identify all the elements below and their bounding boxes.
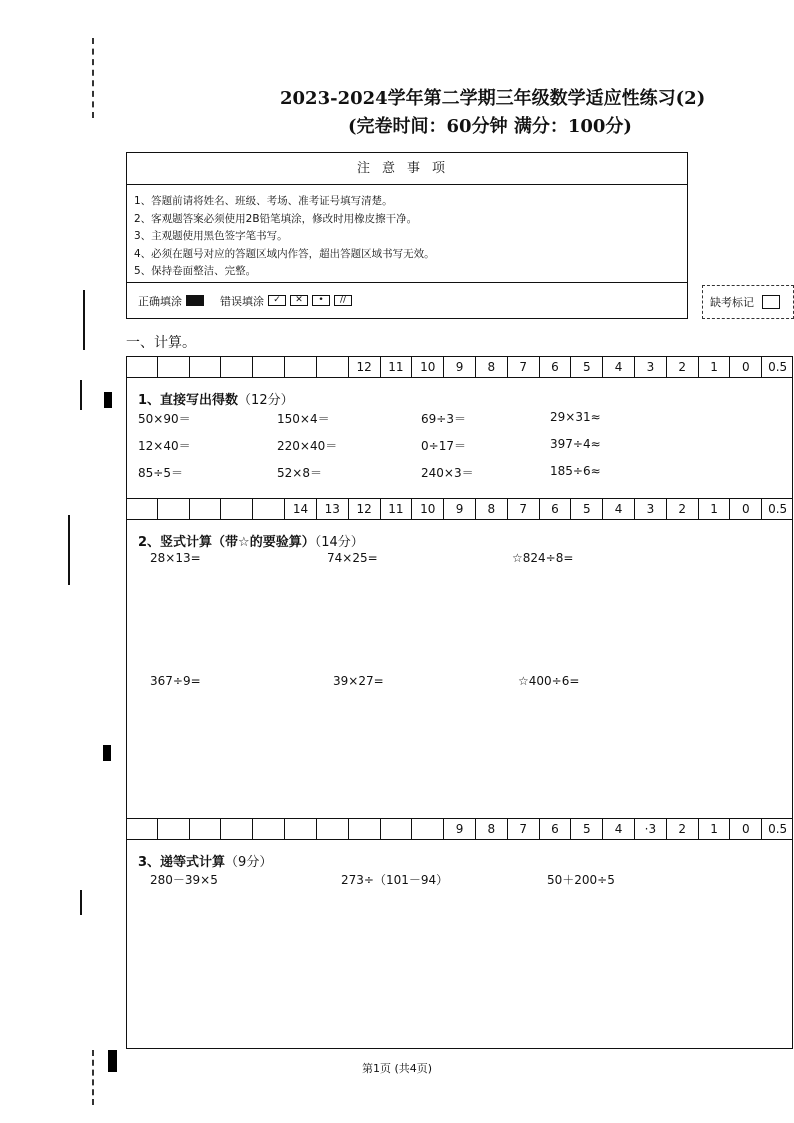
- page-title: 2023-2024学年第二学期三年级数学适应性练习(2): [280, 88, 706, 109]
- score-row-3: [126, 818, 793, 840]
- score-cell[interactable]: 8: [475, 357, 507, 377]
- score-cell[interactable]: [189, 499, 221, 519]
- score-cell[interactable]: [126, 819, 157, 839]
- score-cell[interactable]: [284, 819, 316, 839]
- score-cell[interactable]: 0: [729, 357, 761, 377]
- notice-box: [126, 152, 688, 319]
- score-cell[interactable]: [252, 499, 284, 519]
- q1-item: 185÷6≈: [550, 464, 601, 478]
- score-cell[interactable]: [157, 819, 189, 839]
- score-cell[interactable]: 14: [284, 499, 316, 519]
- score-cell[interactable]: 5: [570, 819, 602, 839]
- score-cell[interactable]: [348, 819, 380, 839]
- q3-points: （9分）: [225, 855, 273, 870]
- score-cell[interactable]: [316, 357, 348, 377]
- score-cell[interactable]: 6: [539, 819, 571, 839]
- score-cell[interactable]: 3: [634, 357, 666, 377]
- cross-mark-icon: ✕: [290, 295, 308, 306]
- q2-item: ☆824÷8=: [512, 551, 574, 565]
- notice-item: 3、主观题使用黑色签字笔书写。: [134, 230, 288, 242]
- q2-points: （14分）: [314, 535, 364, 550]
- score-cell[interactable]: 11: [380, 357, 412, 377]
- margin-mark: [80, 380, 82, 410]
- q2-item: 39×27=: [333, 674, 384, 688]
- score-cell[interactable]: 4: [602, 499, 634, 519]
- page-subtitle: (完卷时间：60分钟 满分：100分): [348, 116, 632, 137]
- score-cell[interactable]: 13: [316, 499, 348, 519]
- timing-mark: [104, 392, 112, 408]
- q1-item: 397÷4≈: [550, 437, 601, 451]
- score-cell[interactable]: 0: [729, 499, 761, 519]
- score-cell[interactable]: 1: [698, 499, 730, 519]
- q3-item: 50＋200÷5: [547, 873, 615, 887]
- score-cell[interactable]: 8: [475, 819, 507, 839]
- score-cell[interactable]: [284, 357, 316, 377]
- score-cell[interactable]: [316, 819, 348, 839]
- score-cell[interactable]: [126, 357, 157, 377]
- score-cell[interactable]: 1: [698, 819, 730, 839]
- score-row-1: [126, 356, 793, 378]
- q1-item: 50×90＝: [138, 412, 191, 426]
- absent-label: 缺考标记: [710, 296, 754, 309]
- score-cell[interactable]: 0.5: [761, 499, 793, 519]
- q1-title: [138, 389, 294, 408]
- q3-item: 280－39×5: [150, 873, 218, 887]
- score-cell[interactable]: 8: [475, 499, 507, 519]
- q1-item: 52×8＝: [277, 466, 322, 480]
- margin-mark: [83, 290, 85, 350]
- notice-item: 2、客观题答案必须使用2B铅笔填涂，修改时用橡皮擦干净。: [134, 212, 418, 225]
- score-cell[interactable]: [380, 819, 412, 839]
- score-cell[interactable]: 2: [666, 357, 698, 377]
- score-cell[interactable]: 3: [634, 499, 666, 519]
- score-cell[interactable]: ·3: [634, 819, 666, 839]
- score-cell[interactable]: 2: [666, 499, 698, 519]
- absent-checkbox[interactable]: [762, 295, 780, 309]
- q2-item: 74×25=: [327, 551, 378, 565]
- score-cell[interactable]: 7: [507, 357, 539, 377]
- margin-mark: [80, 890, 82, 915]
- q1-item: 29×31≈: [550, 410, 601, 424]
- dot-mark-icon: •: [312, 295, 330, 306]
- wrong-fill-label: 错误填涂: [220, 294, 264, 308]
- score-cell[interactable]: 7: [507, 819, 539, 839]
- score-cell[interactable]: 0: [729, 819, 761, 839]
- score-cell[interactable]: 6: [539, 499, 571, 519]
- notice-item: 1、答题前请将姓名、班级、考场、准考证号填写清楚。: [134, 195, 393, 207]
- binding-line-bottom: [92, 1050, 94, 1105]
- score-cell[interactable]: [220, 819, 252, 839]
- score-cell[interactable]: 9: [443, 819, 475, 839]
- score-cell[interactable]: 5: [570, 357, 602, 377]
- score-cell[interactable]: [411, 819, 443, 839]
- notice-list: [127, 185, 687, 281]
- q2-item: ☆400÷6=: [518, 674, 580, 688]
- score-cell[interactable]: 6: [539, 357, 571, 377]
- q1-item: 85÷5＝: [138, 466, 183, 480]
- q1-item: 220×40＝: [277, 439, 338, 453]
- score-cell[interactable]: 4: [602, 357, 634, 377]
- timing-mark: [103, 745, 111, 761]
- score-cell[interactable]: [157, 499, 189, 519]
- section-title: 一、计算。: [126, 335, 196, 351]
- q3-title-text: 3、递等式计算: [138, 855, 226, 870]
- score-cell[interactable]: [252, 357, 284, 377]
- q1-item: 240×3＝: [421, 466, 474, 480]
- score-row-2: [126, 498, 793, 520]
- page-number: 第1页 (共4页): [361, 1062, 433, 1075]
- q1-item: 12×40＝: [138, 439, 191, 453]
- absent-mark-area: [702, 285, 794, 319]
- q2-item: 28×13=: [150, 551, 201, 565]
- q1-item: 150×4＝: [277, 412, 330, 426]
- score-cell[interactable]: 12: [348, 357, 380, 377]
- score-cell[interactable]: 12: [348, 499, 380, 519]
- q3-title: [138, 851, 272, 870]
- check-mark-icon: ✓: [268, 295, 286, 306]
- q1-points: （12分）: [238, 393, 294, 408]
- score-cell[interactable]: 10: [411, 357, 443, 377]
- q1-item: 69÷3＝: [421, 412, 466, 426]
- notice-item: 5、保持卷面整洁、完整。: [134, 265, 257, 277]
- q2-item: 367÷9=: [150, 674, 201, 688]
- q1-title-text: 1、直接写出得数: [138, 393, 239, 408]
- notice-heading: 注意事项: [127, 153, 687, 185]
- q2-title: [138, 531, 364, 550]
- q3-item: 273÷（101－94）: [341, 873, 449, 887]
- score-cell[interactable]: 4: [602, 819, 634, 839]
- score-cell[interactable]: 5: [570, 499, 602, 519]
- q2-title-text: 2、竖式计算（带☆的要验算）: [138, 535, 315, 550]
- score-cell[interactable]: [189, 819, 221, 839]
- scribble-mark-icon: //: [334, 295, 352, 306]
- score-cell[interactable]: [220, 499, 252, 519]
- answer-frame: [126, 356, 793, 1049]
- correct-fill-icon: [186, 295, 204, 306]
- score-cell[interactable]: 9: [443, 499, 475, 519]
- score-cell[interactable]: 9: [443, 357, 475, 377]
- score-cell[interactable]: 0.5: [761, 819, 793, 839]
- notice-item: 4、必须在题号对应的答题区域内作答，超出答题区域书写无效。: [134, 247, 435, 260]
- score-cell[interactable]: [157, 357, 189, 377]
- score-cell[interactable]: 7: [507, 499, 539, 519]
- score-cell[interactable]: 2: [666, 819, 698, 839]
- score-cell[interactable]: [126, 499, 157, 519]
- score-cell[interactable]: 10: [411, 499, 443, 519]
- score-cell[interactable]: [220, 357, 252, 377]
- fill-example: [127, 282, 687, 318]
- score-cell[interactable]: 0.5: [761, 357, 793, 377]
- score-cell[interactable]: 11: [380, 499, 412, 519]
- score-cell[interactable]: [189, 357, 221, 377]
- score-cell[interactable]: 1: [698, 357, 730, 377]
- correct-fill-label: 正确填涂: [138, 294, 182, 308]
- margin-mark: [68, 515, 70, 585]
- q1-item: 0÷17＝: [421, 439, 466, 453]
- score-cell[interactable]: [252, 819, 284, 839]
- binding-line-top: [92, 38, 94, 118]
